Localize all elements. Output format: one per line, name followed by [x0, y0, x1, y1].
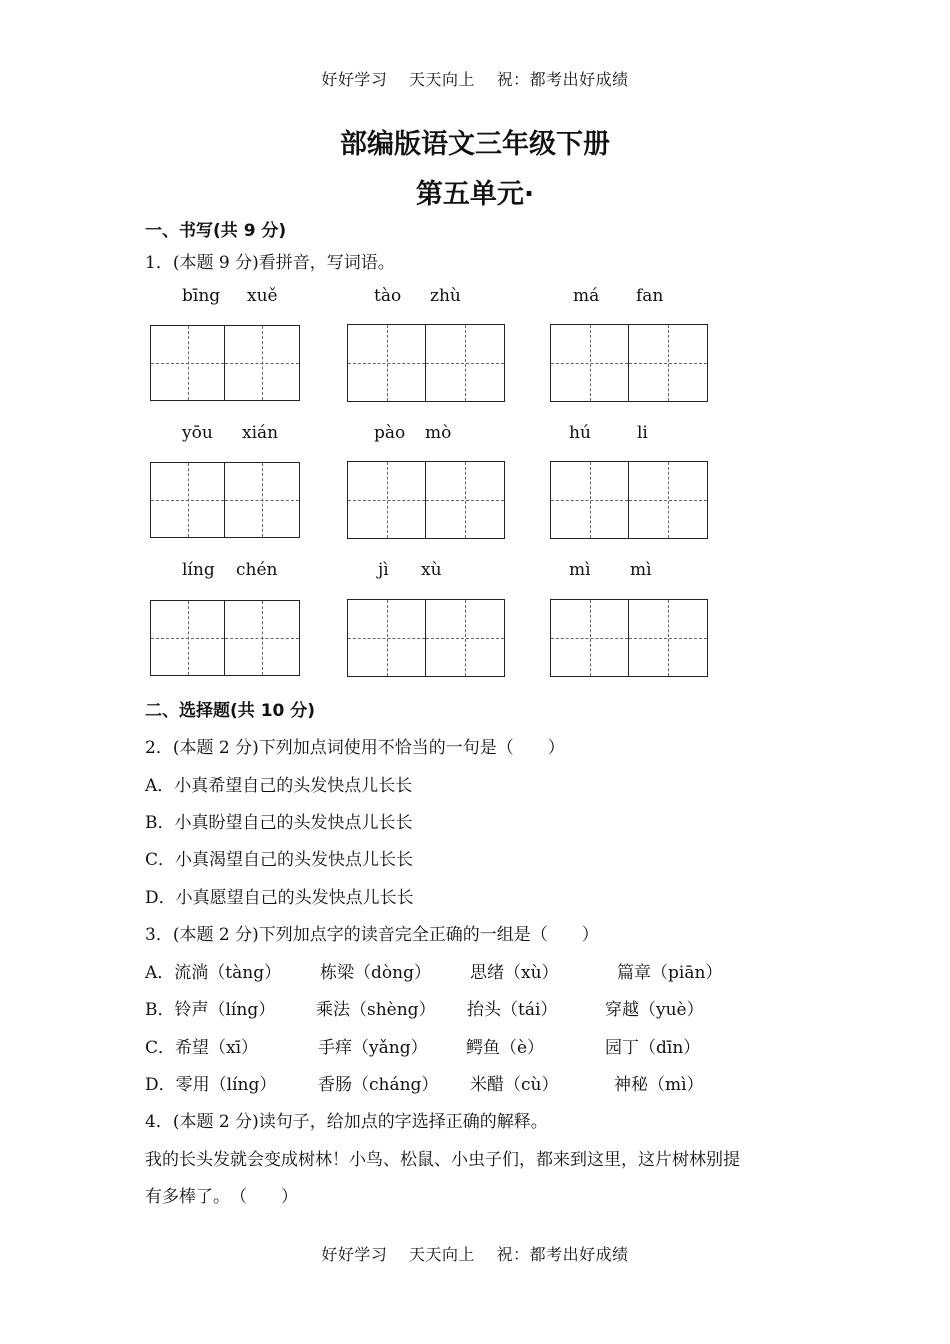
pinyin-label: pào mò	[374, 423, 452, 443]
q3-c-item: 手痒（yǎng）	[318, 1038, 428, 1058]
section1-heading: 一、书写(共 9 分)	[145, 221, 287, 241]
pinyin-label: mì mì	[569, 560, 652, 580]
document-subtitle: 第五单元·	[415, 179, 535, 210]
footer-text-3: 祝：都考出好成绩	[496, 1245, 629, 1264]
q3-d-item: D．零用（líng）	[145, 1075, 277, 1095]
pinyin-label: bīng xuě	[182, 286, 278, 306]
writing-grid[interactable]	[150, 600, 300, 676]
q4-passage-line-2: 有多棒了。 （ ）	[145, 1187, 298, 1207]
writing-grid[interactable]	[347, 324, 505, 402]
question-4: 4．(本题 2 分)读句子，给加点的字选择正确的解释。	[145, 1112, 548, 1132]
footer-text-2: 天天向上	[408, 1245, 475, 1264]
writing-grid[interactable]	[347, 461, 505, 539]
section2-heading: 二、选择题(共 10 分)	[145, 701, 316, 721]
pinyin-label: hú li	[569, 423, 648, 443]
question-3: 3．(本题 2 分)下列加点字的读音完全正确的一组是（ ）	[145, 925, 599, 945]
pinyin-label: líng chén	[182, 560, 278, 580]
page-header	[0, 67, 950, 90]
q3-c-item: 鳄鱼（è）	[466, 1038, 545, 1058]
question-1: 1．(本题 9 分)看拼音，写词语。	[145, 253, 395, 273]
pinyin-label: má fan	[573, 286, 664, 306]
writing-grid[interactable]	[150, 325, 300, 401]
q3-d-item: 香肠（cháng）	[318, 1075, 439, 1095]
q2-option-c[interactable]: C．小真渴望自己的头发快点儿长长	[145, 850, 414, 870]
q3-a-item: A．流淌（tàng）	[145, 963, 282, 983]
q3-c-item: C．希望（xī）	[145, 1038, 259, 1058]
q4-passage-line-1: 我的长头发就会变成树林！小鸟、松鼠、小虫子们，都来到这里，这片树林别提	[145, 1150, 740, 1170]
writing-grid[interactable]	[550, 599, 708, 677]
q3-b-item: 抬头（tái）	[467, 1000, 558, 1020]
q3-b-item: B．铃声（líng）	[145, 1000, 276, 1020]
writing-grid[interactable]	[550, 324, 708, 402]
header-text-2: 天天向上	[408, 70, 475, 89]
q3-b-item: 穿越（yuè）	[605, 1000, 704, 1020]
header-text-1: 好好学习	[321, 70, 388, 89]
q3-b-item: 乘法（shèng）	[316, 1000, 436, 1020]
q3-d-item: 神秘（mì）	[614, 1075, 704, 1095]
pinyin-label: jì xù	[378, 560, 442, 580]
document-title: 部编版语文三年级下册	[340, 129, 610, 160]
header-text-3: 祝：都考出好成绩	[496, 70, 629, 89]
pinyin-label: tào zhù	[374, 286, 461, 306]
q2-option-b[interactable]: B．小真盼望自己的头发快点儿长长	[145, 813, 413, 833]
writing-grid[interactable]	[150, 462, 300, 538]
q3-a-item: 栋梁（dòng）	[320, 963, 431, 983]
q3-a-item: 篇章（piān）	[617, 963, 723, 983]
pinyin-label: yōu xián	[182, 423, 279, 443]
q2-option-a[interactable]: A．小真希望自己的头发快点儿长长	[145, 776, 413, 796]
writing-grid[interactable]	[550, 461, 708, 539]
footer-text-1: 好好学习	[321, 1245, 388, 1264]
writing-grid[interactable]	[347, 599, 505, 677]
question-2: 2．(本题 2 分)下列加点词使用不恰当的一句是（ ）	[145, 738, 565, 758]
q3-c-item: 园丁（dīn）	[605, 1038, 701, 1058]
q2-option-d[interactable]: D．小真愿望自己的头发快点儿长长	[145, 888, 414, 908]
q3-d-item: 米醋（cù）	[470, 1075, 559, 1095]
page-footer	[0, 1242, 950, 1265]
q3-a-item: 思绪（xù）	[470, 963, 559, 983]
